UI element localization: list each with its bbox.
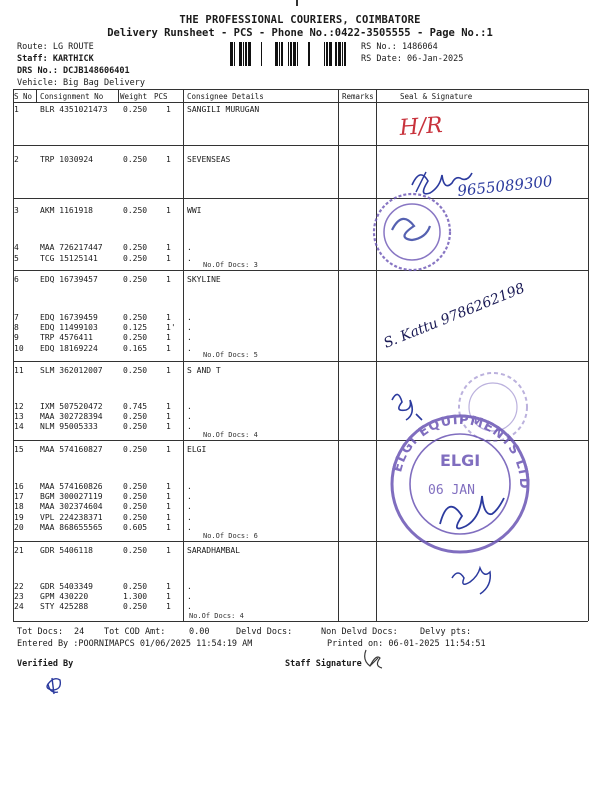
row-weight: 0.250	[123, 422, 148, 431]
vehicle-label: Vehicle: Big Bag Delivery	[17, 78, 145, 88]
row-consignment-no: BGM 300027119	[40, 492, 103, 501]
row-weight: 0.250	[123, 243, 148, 252]
row-pcs: 1	[166, 254, 171, 263]
non-delvd-docs-label: Non Delvd Docs:	[321, 627, 398, 637]
row-weight: 0.250	[123, 333, 148, 342]
row-pcs: 1	[166, 206, 171, 215]
verified-by-label: Verified By	[17, 659, 74, 669]
row-weight: 0.250	[123, 366, 148, 375]
row-pcs: 1	[166, 155, 171, 164]
row-serial: 22	[14, 582, 24, 591]
row-consignment-no: GDR 5406118	[40, 546, 93, 555]
row-weight: 0.250	[123, 206, 148, 215]
row-serial: 10	[14, 344, 24, 353]
row-pcs: 1	[166, 105, 171, 114]
row-serial: 14	[14, 422, 24, 431]
barcode-bar	[290, 42, 292, 66]
group-separator	[13, 198, 588, 199]
drs-number: DRS No.: DCJB148606401	[17, 66, 130, 76]
row-consignment-no: EDQ 16739457	[40, 275, 98, 284]
row-consignment-no: SLM 362012007	[40, 366, 103, 375]
barcode-bar	[248, 42, 251, 66]
row-consignment-no: MAA 574160826	[40, 482, 103, 491]
row-consignee: SANGILI MURUGAN	[187, 105, 260, 114]
row-consignee: .	[187, 243, 192, 252]
row-pcs: 1	[166, 592, 171, 601]
staff-signature-label: Staff Signature	[285, 659, 362, 669]
row-consignee: .	[187, 582, 192, 591]
row-consignee: .	[187, 412, 192, 421]
row-consignment-no: TRP 4576411	[40, 333, 93, 342]
row-consignee: .	[187, 344, 192, 353]
row-weight: 0.250	[123, 155, 148, 164]
row-serial: 7	[14, 313, 19, 322]
row-consignee: .	[187, 523, 192, 532]
row-pcs: 1	[166, 402, 171, 411]
runsheet-subtitle: Delivery Runsheet - PCS - Phone No.:0422-3505555 - Page No.:1	[107, 27, 493, 39]
row-consignment-no: VPL 224238371	[40, 513, 103, 522]
row-serial: 16	[14, 482, 24, 491]
barcode-bar	[344, 42, 346, 66]
barcode-bar	[243, 42, 244, 66]
row-consignment-no: MAA 302728394	[40, 412, 103, 421]
row-consignment-no: MAA 574160827	[40, 445, 103, 454]
row-pcs: 1	[166, 523, 171, 532]
row-weight: 0.250	[123, 502, 148, 511]
row-consignee: .	[187, 323, 192, 332]
handwritten-phone: 9655089300	[456, 172, 554, 200]
barcode-bar	[293, 42, 296, 66]
row-serial: 15	[14, 445, 24, 454]
row-serial: 23	[14, 592, 24, 601]
row-pcs: 1	[166, 366, 171, 375]
row-consignment-no: BLR 4351021473	[40, 105, 108, 114]
row-consignee: .	[187, 402, 192, 411]
group-doc-count: No.Of Docs: 4	[189, 612, 244, 620]
row-weight: 0.165	[123, 344, 148, 353]
row-consignee: .	[187, 513, 192, 522]
row-pcs: 1	[166, 313, 171, 322]
barcode-bar	[297, 42, 298, 66]
col-header-weight: Weight	[120, 92, 148, 101]
group-separator	[13, 440, 588, 441]
entered-by: Entered By :POORNIMAPCS 01/06/2025 11:54:19 AM	[17, 639, 253, 649]
row-consignment-no: EDQ 18169224	[40, 344, 98, 353]
elgi-round-stamp	[390, 413, 531, 552]
stamp-brand: ELGI	[440, 451, 481, 470]
group-doc-count: No.Of Docs: 4	[203, 431, 258, 439]
barcode-bar	[245, 42, 247, 66]
row-serial: 8	[14, 323, 19, 332]
row-consignment-no: IXM 507520472	[40, 402, 103, 411]
row-serial: 4	[14, 243, 19, 252]
col-divider	[588, 89, 589, 621]
row-serial: 17	[14, 492, 24, 501]
col-header-pcs: PCS	[154, 92, 168, 101]
round-stamp-logistics	[374, 194, 450, 270]
row-pcs: 1	[166, 602, 171, 611]
row-weight: 0.250	[123, 445, 148, 454]
row-weight: 0.250	[123, 602, 148, 611]
row-weight: 0.250	[123, 313, 148, 322]
group-doc-count: No.Of Docs: 6	[203, 532, 258, 540]
col-header-sno: S No	[14, 92, 33, 101]
top-mark	[296, 0, 298, 6]
col-header-remarks: Remarks	[342, 92, 374, 101]
tot-cod-label: Tot COD Amt:	[104, 627, 166, 637]
verified-by-initials	[47, 678, 60, 694]
row-consignee: .	[187, 254, 192, 263]
row-weight: 1.300	[123, 592, 148, 601]
barcode-bar	[279, 42, 280, 66]
stamp-date: 06 JAN	[428, 483, 475, 498]
barcode-bar	[239, 42, 242, 66]
signature-row11	[392, 394, 422, 420]
row-consignment-no: MAA 868655565	[40, 523, 103, 532]
row-pcs: 1	[166, 333, 171, 342]
tot-cod-value: 0.00	[189, 627, 210, 637]
group-separator	[13, 270, 588, 271]
row-consignment-no: STY 425288	[40, 602, 89, 611]
row-pcs: 1	[166, 502, 171, 511]
delvy-pts-label: Delvy pts:	[420, 627, 472, 637]
table-top-rule	[13, 89, 588, 90]
col-divider	[36, 89, 37, 102]
row-serial: 3	[14, 206, 19, 215]
barcode-bar	[275, 42, 278, 66]
barcode-bar	[281, 42, 283, 66]
handwritten-note: S. Kattu 9786262198	[381, 280, 528, 352]
row-pcs: 1	[166, 422, 171, 431]
row-pcs: 1	[166, 275, 171, 284]
row-consignee: .	[187, 333, 192, 342]
barcode-bar	[308, 42, 310, 66]
row-serial: 2	[14, 155, 19, 164]
signature-row2	[416, 172, 426, 192]
row-serial: 19	[14, 513, 24, 522]
row-consignee: S AND T	[187, 366, 221, 375]
row-serial: 1	[14, 105, 19, 114]
row-serial: 11	[14, 366, 24, 375]
barcode-bar	[338, 42, 341, 66]
row-serial: 5	[14, 254, 19, 263]
row-consignment-no: GPM 430220	[40, 592, 89, 601]
row-pcs: 1	[166, 412, 171, 421]
staff-label: Staff: KARTHICK	[17, 54, 94, 64]
row-serial: 20	[14, 523, 24, 532]
row-consignee: .	[187, 482, 192, 491]
barcode-bar	[329, 42, 332, 66]
row-weight: 0.605	[123, 523, 148, 532]
col-header-consignment: Consignment No	[40, 92, 104, 101]
row-consignment-no: GDR 5403349	[40, 582, 93, 591]
barcode-bar	[261, 42, 262, 66]
row-consignment-no: EDQ 16739459	[40, 313, 98, 322]
route-label: Route: LG ROUTE	[17, 42, 94, 52]
signature-row15	[440, 496, 504, 528]
handwritten-remark: H/R	[398, 113, 444, 141]
row-consignment-no: EDQ 11499103	[40, 323, 98, 332]
row-pcs: 1	[166, 513, 171, 522]
row-pcs: 1	[166, 243, 171, 252]
row-consignment-no: TCG 15125141	[40, 254, 98, 263]
row-consignee: .	[187, 502, 192, 511]
row-weight: 0.250	[123, 546, 148, 555]
barcode-bar	[230, 42, 233, 66]
rs-number: RS No.: 1486064	[361, 42, 438, 52]
row-serial: 21	[14, 546, 24, 555]
row-weight: 0.250	[123, 412, 148, 421]
faint-stamp-row11	[459, 373, 527, 441]
row-pcs: 1'	[166, 323, 176, 332]
row-weight: 0.745	[123, 402, 148, 411]
barcode-bar	[326, 42, 328, 66]
row-consignee: WWI	[187, 206, 202, 215]
row-weight: 0.250	[123, 254, 148, 263]
group-doc-count: No.Of Docs: 5	[203, 351, 258, 359]
row-weight: 0.250	[123, 105, 148, 114]
row-pcs: 1	[166, 482, 171, 491]
group-doc-count: No.Of Docs: 3	[203, 261, 258, 269]
row-pcs: 1	[166, 582, 171, 591]
row-pcs: 1	[166, 445, 171, 454]
row-consignment-no: NLM 95005333	[40, 422, 98, 431]
tot-docs-label: Tot Docs:	[17, 627, 64, 637]
row-consignee: .	[187, 592, 192, 601]
row-serial: 6	[14, 275, 19, 284]
row-weight: 0.250	[123, 482, 148, 491]
tot-docs-value: 24	[74, 627, 85, 637]
barcode-bar	[288, 42, 289, 66]
barcode-bar	[324, 42, 325, 66]
row-serial: 12	[14, 402, 24, 411]
row-consignee: .	[187, 313, 192, 322]
row-consignment-no: MAA 302374604	[40, 502, 103, 511]
row-serial: 13	[14, 412, 24, 421]
company-name: THE PROFESSIONAL COURIERS, COIMBATORE	[179, 14, 421, 26]
stamp-arc-text: ELGI EQUIPMENTS LTD	[390, 412, 532, 490]
group-separator	[13, 361, 588, 362]
col-divider	[118, 89, 119, 102]
row-consignee: .	[187, 422, 192, 431]
row-weight: 0.250	[123, 492, 148, 501]
row-consignee: SARADHAMBAL	[187, 546, 240, 555]
table-bottom-rule	[13, 621, 588, 622]
row-weight: 0.250	[123, 275, 148, 284]
row-consignee: SEVENSEAS	[187, 155, 231, 164]
row-weight: 0.250	[123, 582, 148, 591]
printed-on: Printed on: 06-01-2025 11:54:51	[327, 639, 486, 649]
row-pcs: 1	[166, 546, 171, 555]
row-serial: 9	[14, 333, 19, 342]
row-pcs: 1	[166, 344, 171, 353]
col-header-consignee: Consignee Details	[187, 92, 264, 101]
signature-row2	[412, 173, 472, 194]
barcode	[230, 42, 355, 66]
group-separator	[13, 145, 588, 146]
row-consignee: .	[187, 492, 192, 501]
row-consignment-no: TRP 1030924	[40, 155, 93, 164]
row-consignment-no: AKM 1161918	[40, 206, 93, 215]
row-consignee: .	[187, 602, 192, 611]
row-consignment-no: MAA 726217447	[40, 243, 103, 252]
barcode-bar	[335, 42, 337, 66]
row-pcs: 1	[166, 492, 171, 501]
col-header-seal: Seal & Signature	[400, 92, 473, 101]
row-consignee: ELGI	[187, 445, 207, 454]
row-consignee: SKYLINE	[187, 275, 221, 284]
group-separator	[13, 541, 588, 542]
row-serial: 18	[14, 502, 24, 511]
rs-date: RS Date: 06-Jan-2025	[361, 54, 464, 64]
barcode-bar	[342, 42, 343, 66]
table-header-rule	[13, 102, 588, 103]
delvd-docs-label: Delvd Docs:	[236, 627, 293, 637]
staff-signature-initials	[365, 650, 382, 668]
row-weight: 0.250	[123, 513, 148, 522]
row-serial: 24	[14, 602, 24, 611]
svg-text:ELGI EQUIPMENTS LTD	[390, 413, 531, 490]
signature-row21	[452, 568, 490, 594]
barcode-bar	[234, 42, 235, 66]
row-weight: 0.125	[123, 323, 148, 332]
